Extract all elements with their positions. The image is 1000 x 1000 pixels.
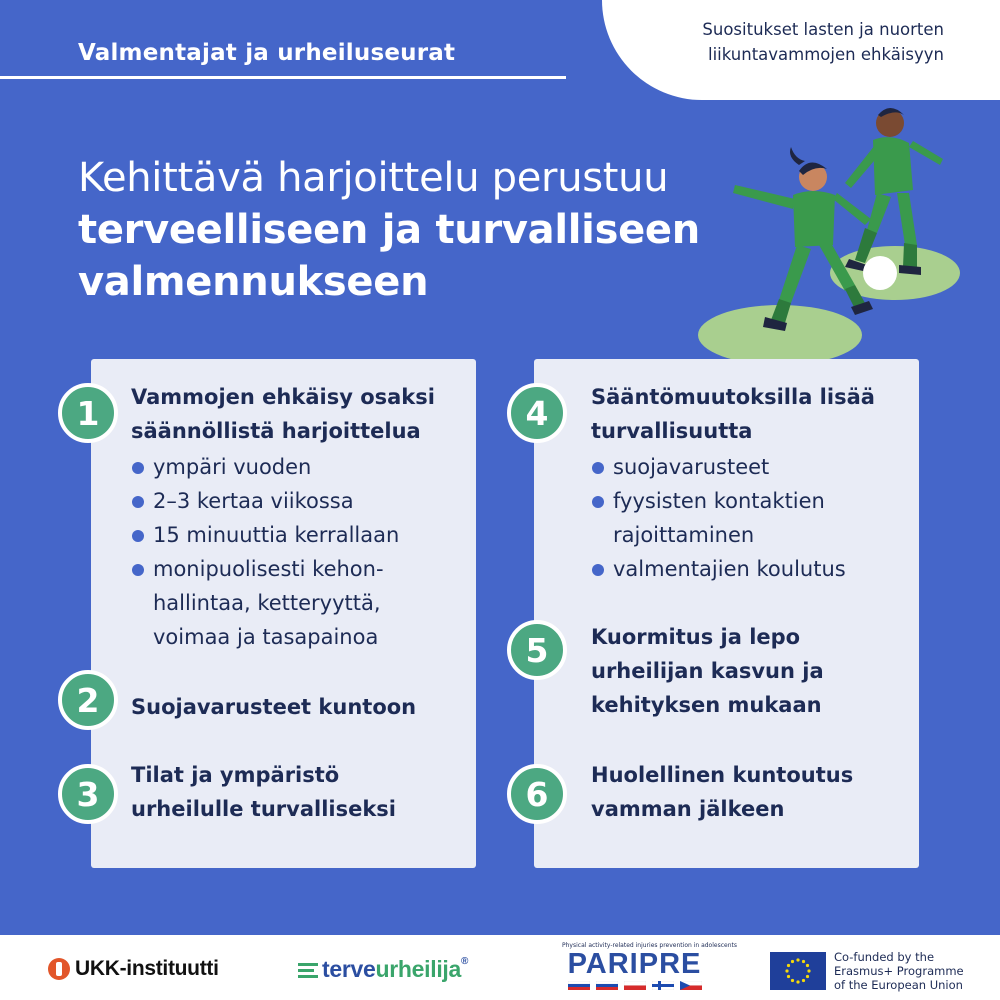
item-5-title [591,620,911,722]
item-4-title [591,380,911,448]
list-item-text: suojavarusteet [613,455,770,479]
list-item-text: rajoittaminen [613,523,755,547]
ukk-logo-icon [48,958,70,980]
list-item [131,484,471,518]
list-item [131,450,471,484]
headline-line-2: terveelliseen ja turvalliseen [78,207,700,253]
urheilija-word: urheilija [375,956,461,982]
item-6-title-line: Huolellinen kuntoutus [591,763,854,787]
flag-poland-icon [624,981,646,990]
list-item [591,450,911,484]
item-6-title-line: vamman jälkeen [591,797,785,821]
subtitle-line-1: Suositukset lasten ja nuorten [702,20,944,39]
subtitle-line-2: liikuntavammojen ehkäisyyn [707,45,944,64]
soccer-players-illustration [695,95,965,370]
list-item [131,518,471,552]
registered-mark: ® [461,956,469,967]
section-divider [0,76,566,79]
list-item-text: voimaa ja tasapainoa [153,625,379,649]
list-item-text: monipuolisesti kehon- [153,557,384,581]
flag-finland-icon [652,981,674,990]
item-5-title-line: kehityksen mukaan [591,693,822,717]
number-badge-5: 5 [507,620,567,680]
terveurheilija-mark-icon [298,961,320,979]
terve-word: terve [322,956,376,982]
paripre-tagline: Physical activity-related injuries prevention in adolescents [562,942,737,949]
item-1-title-line: säännöllistä harjoittelua [131,419,421,443]
ukk-logo [48,957,219,981]
paripre-wordmark: PARIPRE [567,948,702,980]
section-label: Valmentajat ja urheiluseurat [78,40,456,66]
eu-text-line: Co-funded by the [834,950,935,964]
subtitle-corner [602,0,1000,100]
ukk-logo-text: UKK-instituutti [75,957,219,980]
flag-slovenia-icon [568,981,590,990]
series-subtitle [624,17,944,67]
list-item-text: ympäri vuoden [153,455,312,479]
number-badge-3: 3 [58,764,118,824]
number-badge-6: 6 [507,764,567,824]
item-5-title-line: Kuormitus ja lepo [591,625,801,649]
item-3-title-line: urheilulle turvalliseksi [131,797,397,821]
list-item-text: valmentajien koulutus [613,557,846,581]
item-1-title [131,380,471,448]
partner-flags [562,981,707,990]
eu-text-line: Erasmus+ Programme [834,964,964,978]
list-item-text: hallintaa, ketteryyttä, [153,591,381,615]
headline-line-3: valmennukseen [78,259,429,305]
item-5-title-line: urheilijan kasvun ja [591,659,824,683]
list-item [591,484,911,552]
list-item [591,552,911,586]
item-4-title-line: turvallisuutta [591,419,753,443]
list-item-text: fyysisten kontaktien [613,489,825,513]
flag-czechia-icon [680,981,702,990]
item-4-title-line: Sääntömuutoksilla lisää [591,385,875,409]
list-item-text: 2–3 kertaa viikossa [153,489,354,513]
item-4-bullets [591,450,911,586]
item-1-bullets [131,450,471,654]
list-item [131,552,471,654]
list-item-text: 15 minuuttia kerrallaan [153,523,400,547]
item-1-title-line: Vammojen ehkäisy osaksi [131,385,435,409]
item-2-title [131,690,471,724]
terveurheilija-text [322,956,468,983]
number-badge-2: 2 [58,670,118,730]
number-badge-1: 1 [58,383,118,443]
paripre-logo [562,942,737,990]
number-badge-4: 4 [507,383,567,443]
eu-flag-icon [770,952,826,990]
eu-cofunding-text [834,950,964,992]
item-6-title [591,758,911,826]
terveurheilija-logo [298,956,468,983]
headline-line-1: Kehittävä harjoittelu perustuu [78,155,669,201]
item-2-title-line: Suojavarusteet kuntoon [131,695,417,719]
eu-cofunding-logo [770,950,964,992]
flag-slovakia-icon [596,981,618,990]
item-3-title [131,758,471,826]
item-3-title-line: Tilat ja ympäristö [131,763,340,787]
eu-text-line: of the European Union [834,978,963,992]
page-headline [78,152,738,308]
